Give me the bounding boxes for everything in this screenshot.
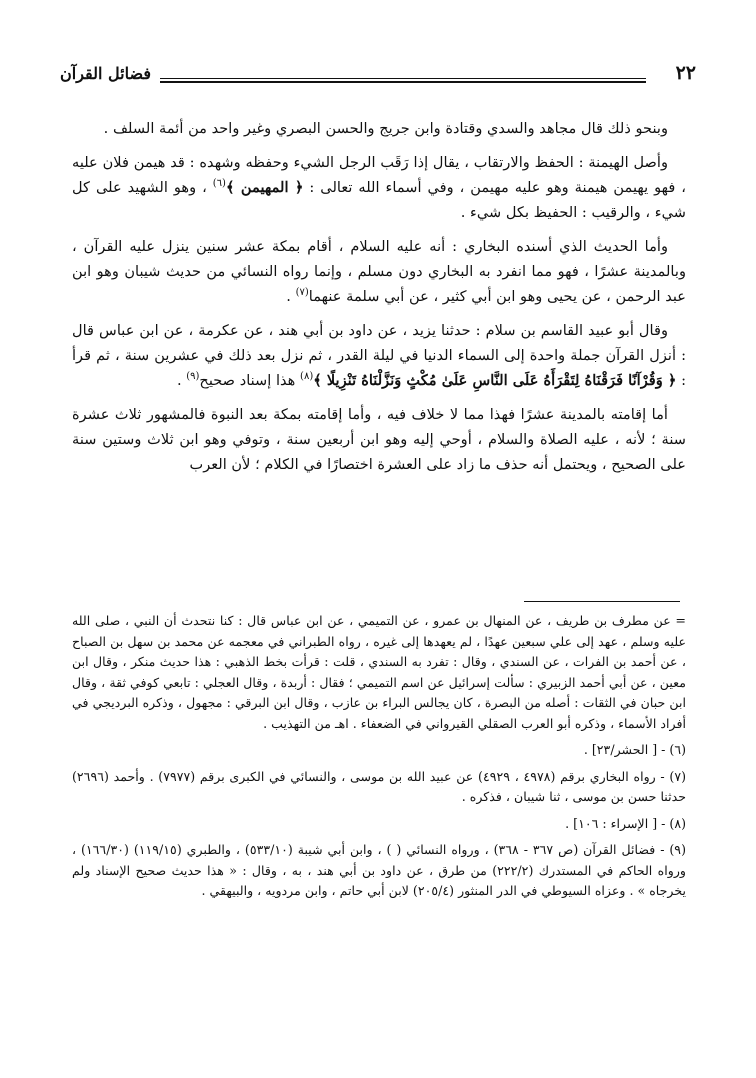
paragraph-text: وبنحو ذلك قال مجاهد والسدي وقتادة وابن جريج والحسن البصري وغير واحد من أئمة السلف . [103,120,668,137]
quran-quote: ﴿ المهيمن ﴾ [225,179,304,196]
paragraph-3 [72,234,686,309]
header-rule [160,78,646,83]
main-text [72,116,686,486]
footnote-ref: (٨) [300,371,314,383]
footnote-ref: (٩) [186,371,200,383]
footnote-continuation: = عن مطرف بن طريف ، عن المنهال بن عمرو ، عن التميمي ، عن ابن عباس قال : كنا نتحدث أن النبي ، صلى الله عليه وسلم ، عهد إلى علي سبعين عهدًا ، لم يعهدها إلى غيره ، رواه الطبراني في معجمه عن محمد بن سهل بن الصباح ، عن أحمد بن الفرات ، عن السندي ، وقال : تفرد به السندي ، قلت : قرأت بخط الذهبي : هذا حديث منكر ، وقال ابن معين ، عن أبي أحمد الزبيري : سألت إسرائيل عن اسم التميمي ؛ فقال : أربدة ، وقال العجلي : تابعي كوفي ثقة ، وقال ابن حبان في الثقات : أصله من البصرة ، كان يجالس البراء بن عازب ، وقال ابن البرقي : مجهول ، وذكره البرديجي في أفراد الأسماء ، وذكره أبو العرب الصقلي القيرواني في الضعفاء . اهـ من التهذيب . [72,613,686,731]
paragraph-1 [72,116,686,141]
footnote-9: (٩) - فضائل القرآن (ص ٣٦٧ - ٣٦٨) ، ورواه النسائي ( ) ، وابن أبي شيبة (٥٣٣/١٠) ، والطبري (١١٩/١٥) (١٦٦/٣٠) ، ورواه الحاكم في المستدرك (٢٢٢/٢) من طرق ، عن داود بن أبي هند ، به ، وقال : « هذا حديث صحيح الإسناد ولم يخرجاه » . وعزاه السيوطي في الدر المنثور (٢٠٥/٤) لابن أبي حاتم ، وابن مردويه ، والبيهقي . [72,842,686,898]
paragraph-text: . [286,288,296,305]
footnote-7: (٧) - رواه البخاري برقم (٤٩٧٨ ، ٤٩٢٩) عن عبيد الله بن موسى ، والنسائي في الكبرى برقم (٧٩٧٧) . وأحمد (٢٦٩٦) حدثنا حسن بن موسى ، ثنا شيبان ، فذكره . [72,768,686,804]
footnote-8: (٨) - [ الإسراء : ١٠٦] . [565,815,686,831]
paragraph-text: هذا إسناد صحيح [199,372,301,389]
footnote-ref: (٦) [212,178,226,190]
paragraph-4 [72,318,686,393]
paragraph-text: وقال أبو عبيد القاسم بن سلام : حدثنا يزيد ، عن داود بن أبي هند ، عن عكرمة ، عن ابن عباس قال : أنزل القرآن جملة واحدة إلى السماء الدنيا في ليلة القدر ، ثم نزل بعد ذلك في عشرين سنة ، ثم قرأ : [72,322,686,389]
footnote-ref: (٧) [295,287,309,299]
paragraph-text: وأصل الهيمنة : الحفظ والارتقاب ، يقال إذا رَقَب الرجل الشيء وحفظه وشهده : قد هيمن فلان عليه ، فهو يهيمن هيمنة وهو عليه مهيمن ، وفي أسماء الله تعالى : [72,154,686,196]
paragraph-text: أما إقامته بالمدينة عشرًا فهذا مما لا خلاف فيه ، وأما إقامته بمكة بعد النبوة فالمشهور ثلاث عشرة سنة ؛ لأنه ، عليه الصلاة والسلام ، أوحي إليه وهو ابن أربعين سنة ، وتوفي وهو ابن ثلاث وستين سنة على الصحيح ، ويحتمل أنه حذف ما زاد على العشرة اختصارًا في الكلام ؛ لأن العرب [72,406,686,473]
footnote-6: (٦) - [ الحشر/٢٣] . [583,742,686,757]
footnote-separator [524,601,680,602]
page-number: ٢٢ [675,62,696,84]
paragraph-2 [72,150,686,225]
paragraph-text: وأما الحديث الذي أسنده البخاري : أنه عليه السلام ، أقام بمكة عشر سنين ينزل عليه القرآن ، وبالمدينة عشرًا ، فهو مما انفرد به البخاري دون مسلم ، وإنما رواه النسائي من حديث شيبان وهو ابن عبد الرحمن ، عن يحيى وهو ابن أبي كثير ، عن أبي سلمة عنهما [72,238,686,305]
running-title: فضائل القرآن [60,64,151,83]
paragraph-5 [72,402,686,477]
paragraph-text: ، وهو الشهيد على كل شيء ، والرقيب : الحفيظ بكل شيء . [72,179,686,221]
paragraph-text: . [176,372,187,389]
page-header [60,62,696,92]
footnotes [72,611,686,908]
quran-quote: ﴿ وَقُرْآنًا فَرَقْنَاهُ لِتَقْرَأَهُ عَلَى النَّاسِ عَلَىٰ مُكْثٍ وَنَزَّلْنَاهُ تَنْزِيلًا ﴾ [313,372,677,389]
